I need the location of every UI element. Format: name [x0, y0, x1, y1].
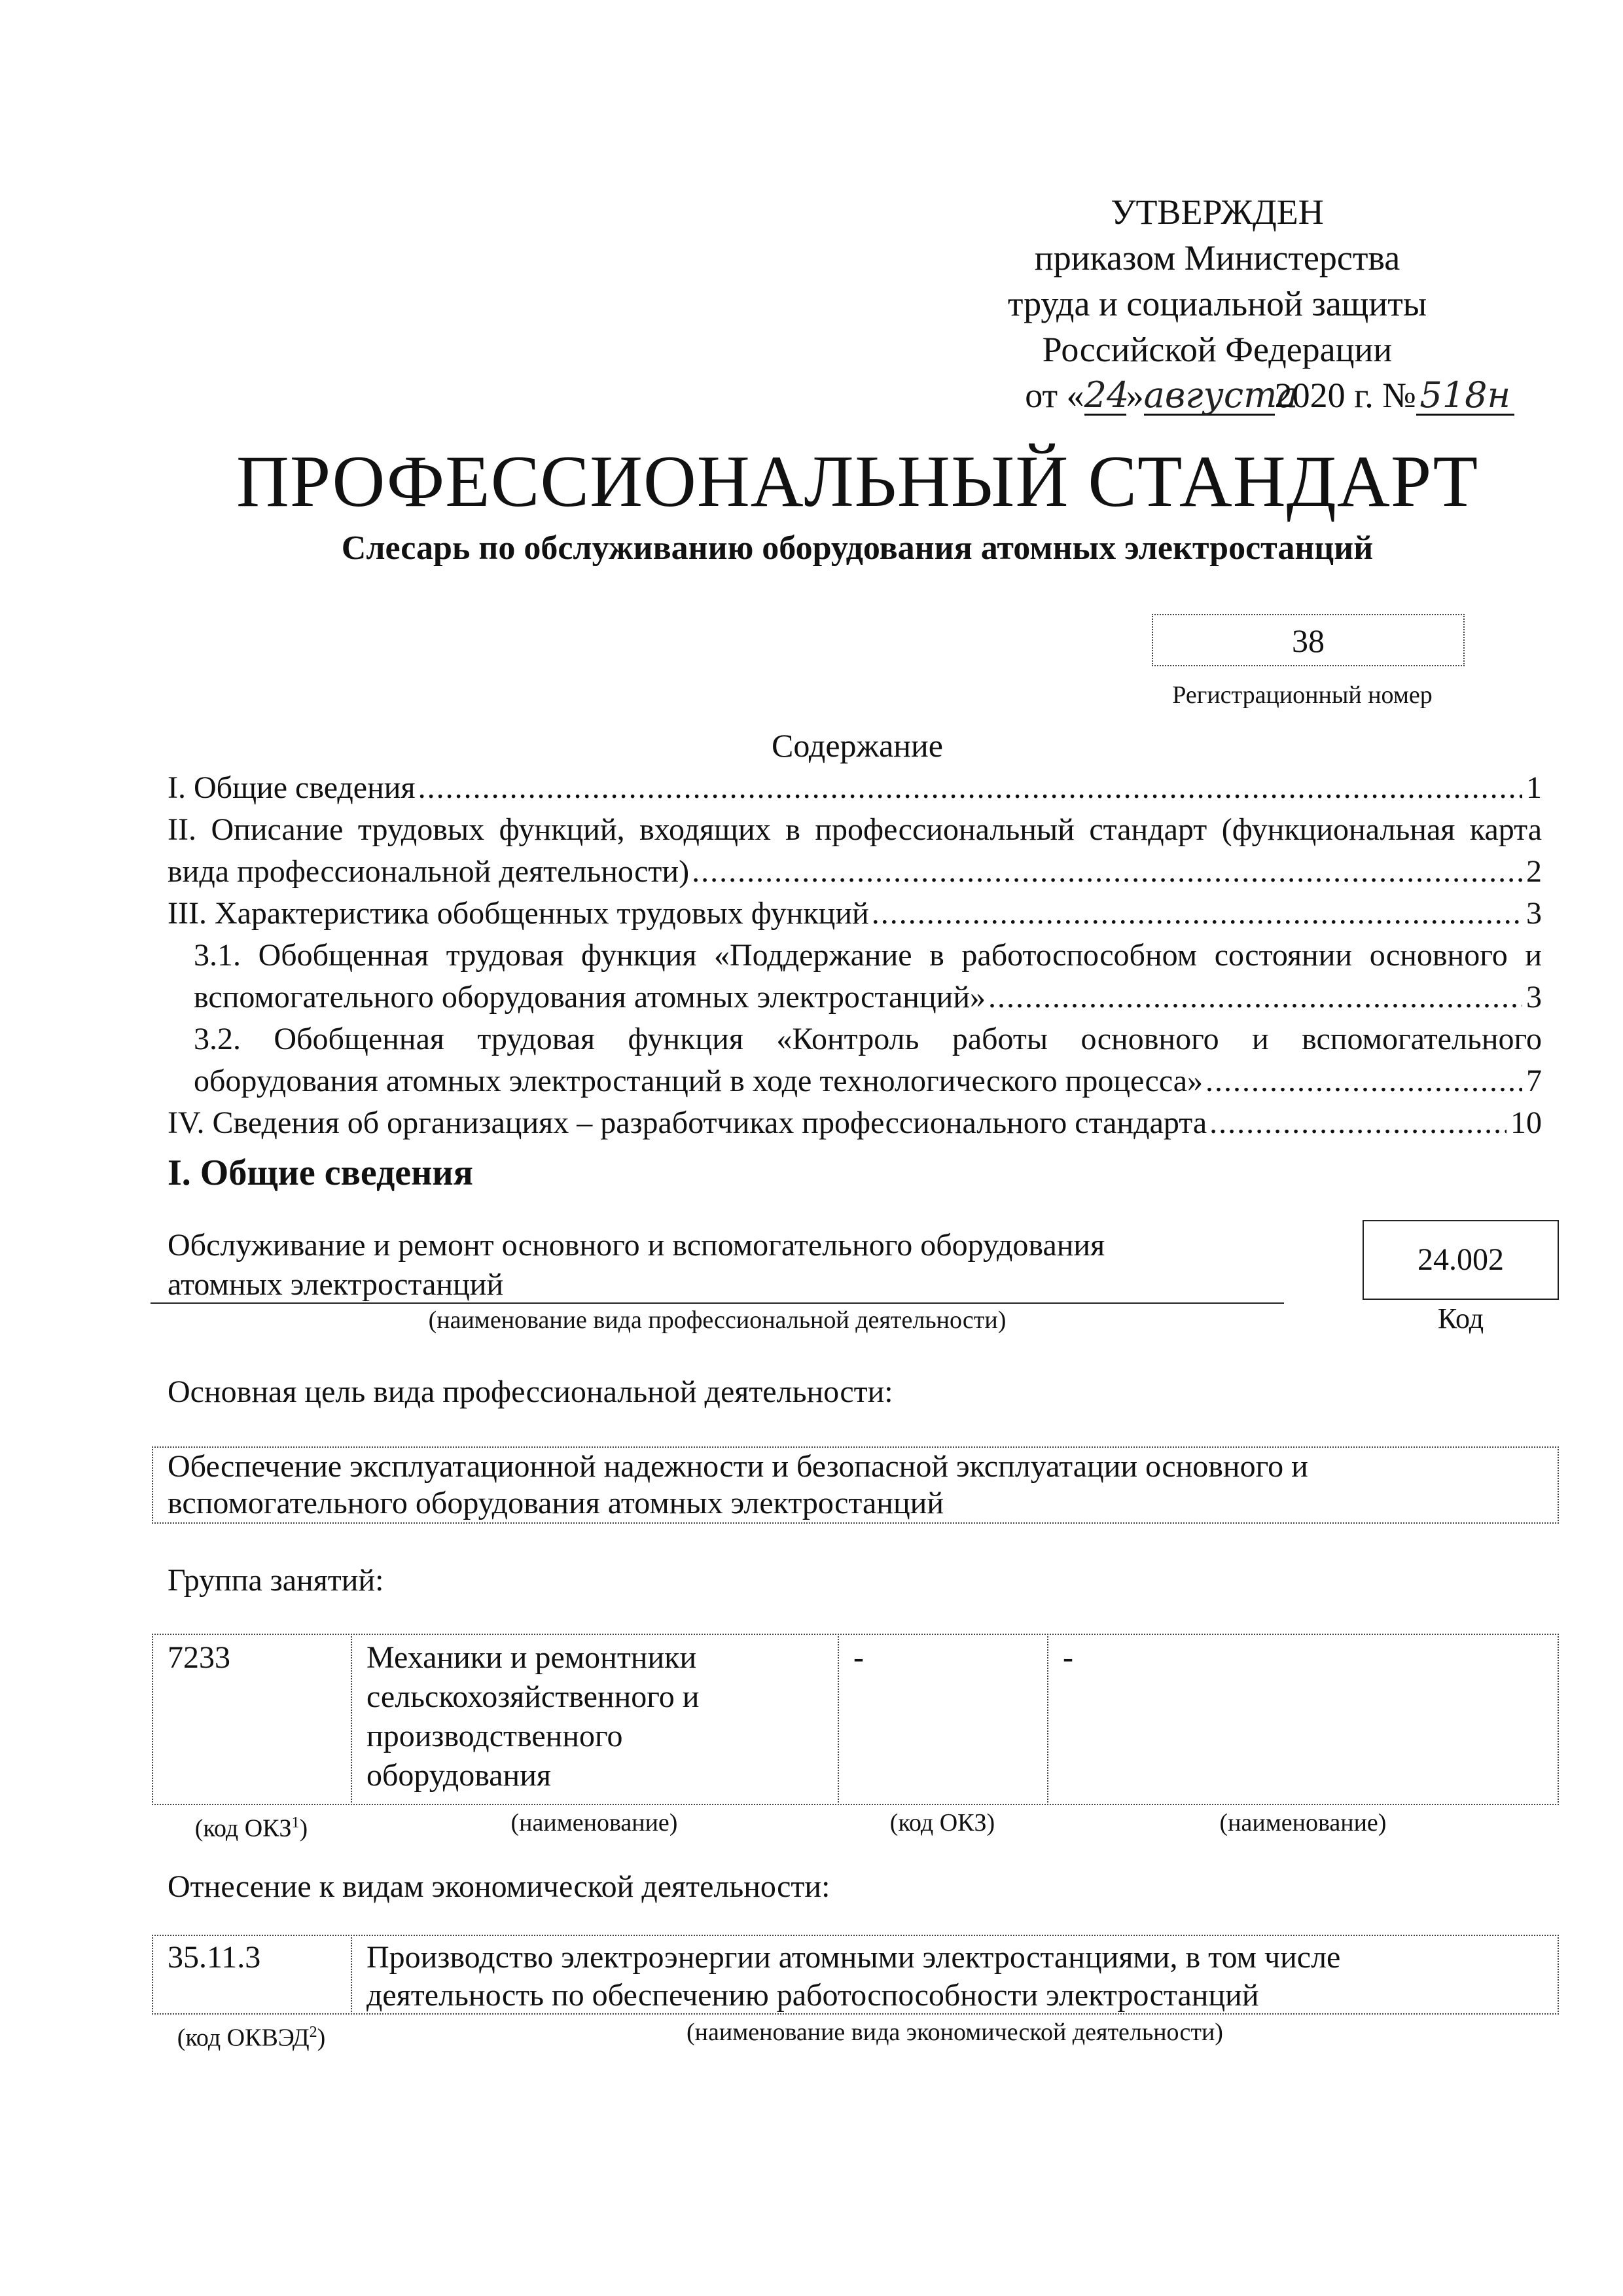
approval-line-3: труда и социальной защиты: [1007, 284, 1427, 323]
group-caption-okz: (код ОКЗ$^1$): [194, 1814, 308, 1842]
registration-number-box: 38: [1152, 614, 1465, 666]
goal-label: Основная цель вида профессиональной деятельности:: [168, 1374, 893, 1409]
date-mid: »: [1126, 376, 1144, 415]
toc-item-line1: 3.1. Обобщенная трудовая функция «Поддержание в работоспособном состоянии основного и: [194, 938, 1542, 973]
activity-underline: [151, 1302, 1284, 1304]
toc-heading: Содержание: [772, 727, 943, 764]
registration-caption: Регистрационный номер: [1172, 681, 1433, 709]
approval-date-line: [1008, 372, 1531, 419]
group-name-line1: Механики и ремонтники: [366, 1640, 697, 1675]
group-name-line3: производственного: [366, 1719, 623, 1753]
toc-item-line1: II. Описание трудовых функций, входящих в профессиональный стандарт (функциональная карта: [168, 812, 1542, 847]
date-prefix: от «: [1025, 376, 1084, 415]
group-code-okz: 7233: [168, 1640, 230, 1675]
toc-item: вида профессиональной деятельности) ..... 2: [168, 851, 1542, 893]
activity-name-line1: Обслуживание и ремонт основного и вспомогательного оборудования: [168, 1228, 1105, 1263]
econ-label: Отнесение к видам экономической деятельности:: [168, 1869, 830, 1904]
group-caption-name-2: (наименование): [1219, 1809, 1387, 1837]
group-col-divider: [351, 1634, 352, 1805]
group-caption-okz-2: (код ОКЗ): [889, 1809, 995, 1837]
econ-name-line2: деятельность по обеспечению работоспособности электростанций: [366, 1978, 1259, 2013]
econ-name-line1: Производство электроэнергии атомными электростанциями, в том числе: [366, 1940, 1341, 1975]
group-name-line4: оборудования: [366, 1758, 551, 1793]
document-subtitle: Слесарь по обслуживанию оборудования атомных электростанций: [341, 529, 1374, 567]
document-title: ПРОФЕССИОНАЛЬНЫЙ СТАНДАРТ: [236, 441, 1478, 522]
code-value: 24.002: [1418, 1242, 1504, 1277]
toc-item: III. Характеристика обобщенных трудовых функций ..... 3: [168, 893, 1542, 935]
date-day-handwritten: 24: [1084, 374, 1130, 416]
group-name-line2: сельскохозяйственного и: [366, 1679, 700, 1714]
econ-caption-name: (наименование вида экономической деятельности): [687, 2018, 1223, 2046]
goal-text-line2: вспомогательного оборудования атомных электростанций: [168, 1486, 944, 1520]
activity-name-line2: атомных электростанций: [168, 1267, 504, 1302]
toc-item: оборудования атомных электростанций в ходе технологического процесса» ..... 7: [194, 1060, 1542, 1102]
approval-line-4: Российской Федерации: [1042, 330, 1393, 369]
activity-caption: (наименование вида профессиональной деятельности): [428, 1306, 1007, 1334]
code-caption: Код: [1437, 1302, 1484, 1335]
toc-item: I. Общие сведения ..... 1: [168, 767, 1542, 809]
econ-col-divider: [351, 1935, 352, 2015]
econ-code-okved: 35.11.3: [168, 1940, 261, 1975]
group-col-divider: [838, 1634, 839, 1805]
date-month-handwritten: августа: [1143, 374, 1298, 416]
econ-caption-okved: (код ОКВЭД$^2$): [177, 2024, 326, 2052]
toc-item-line1: 3.2. Обобщенная трудовая функция «Контроль работы основного и вспомогательного: [194, 1022, 1542, 1056]
toc-item: вспомогательного оборудования атомных электростанций» ..... 3: [194, 977, 1542, 1018]
approval-line-2: приказом Министерства: [1034, 238, 1400, 278]
toc-item: IV. Сведения об организациях – разработчиках профессионального стандарта ..... 10: [168, 1102, 1542, 1144]
date-year: 2020 г. №: [1274, 376, 1416, 415]
order-number-handwritten: 518н: [1416, 377, 1514, 416]
goal-text-line1: Обеспечение эксплуатационной надежности и безопасной эксплуатации основного и: [168, 1449, 1308, 1484]
group-label: Группа занятий:: [168, 1563, 384, 1598]
group-col-divider: [1047, 1634, 1048, 1805]
group-caption-name: (наименование): [510, 1809, 678, 1837]
group-code-okz-2: -: [853, 1640, 864, 1675]
section-title: I. Общие сведения: [168, 1153, 473, 1193]
approval-heading: УТВЕРЖДЕН: [1111, 192, 1324, 232]
group-name-2: -: [1063, 1640, 1073, 1675]
